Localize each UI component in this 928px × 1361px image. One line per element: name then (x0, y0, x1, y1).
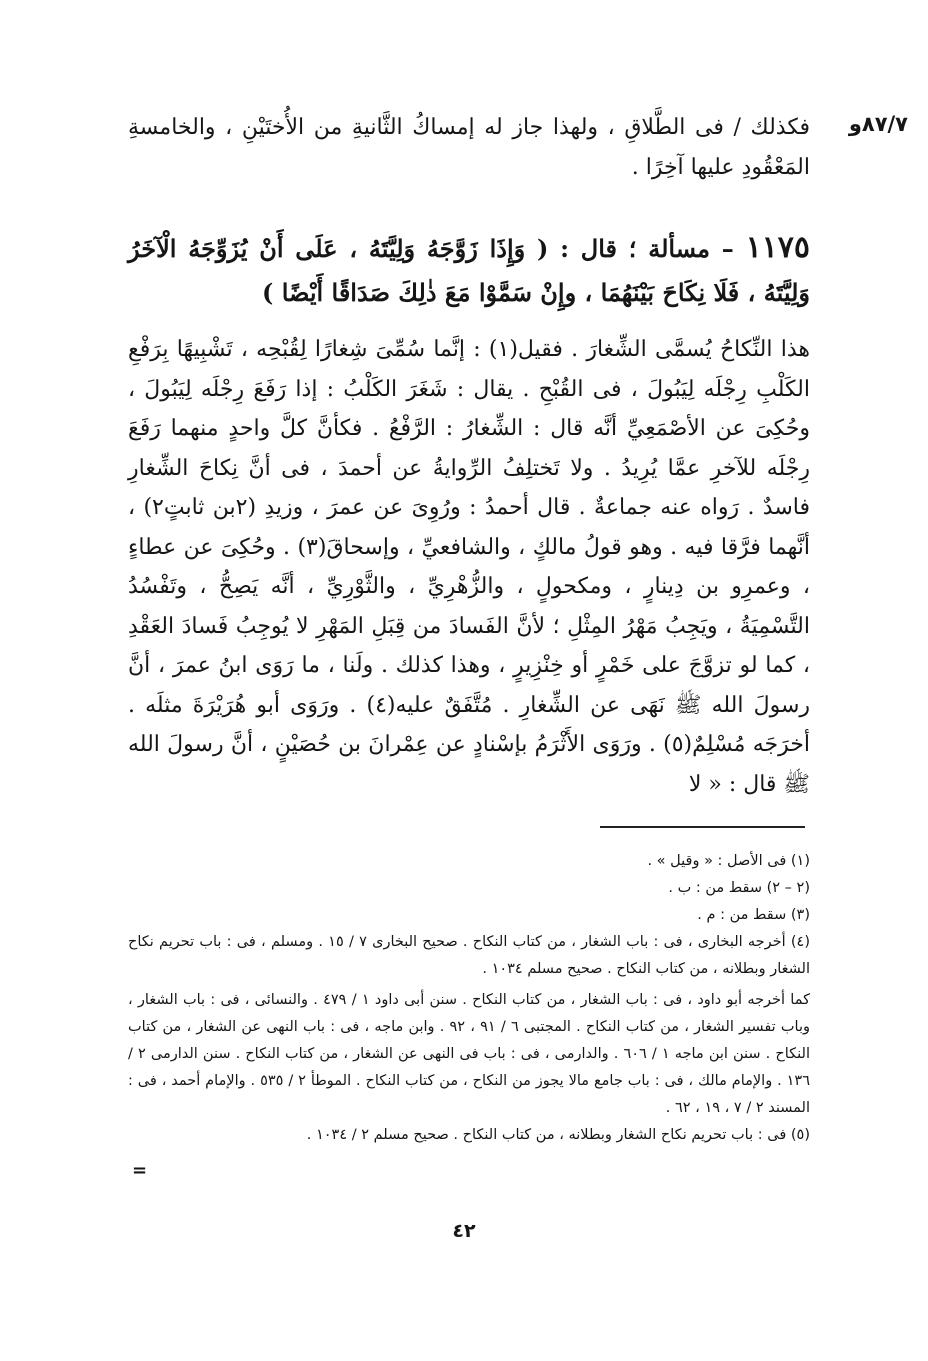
footnote-2: (٢ – ٢) سقط من : ب . (668, 880, 810, 896)
page-number: ٤٢ (452, 1220, 476, 1242)
footnotes-section (128, 848, 810, 1149)
footnote-4-continuation: كما أخرجه أبو داود ، فى : باب الشغار ، من كتاب النكاح . سنن أبى داود ١ / ٤٧٩ . والنسائى ، فى : باب الشغار ، وباب تفسير الشغار ، من كتاب النكاح . المجتبى ٦ / ٩١ ، ٩٢ . وابن ماجه ، فى : باب النهى عن الشغار ، من كتاب النكاح . سنن ابن ماجه ١ / ٦٠٦ . والدارمى ، فى : باب فى النهى عن الشغار ، من كتاب النكاح . سنن الدارمى ٢ / ١٣٦ . والإمام مالك ، فى : باب جامع مالا يجوز من النكاح ، من كتاب النكاح . الموطأ ٢ / ٥٣٥ . والإمام أحمد ، فى : المسند ٢ / ٧ ، ١٩ ، ٦٢ . (128, 992, 810, 1116)
issue-heading (128, 226, 810, 315)
footnote-separator (600, 826, 805, 828)
footnote-5: (٥) فى : باب تحريم نكاح الشغار وبطلانه ، من كتاب النكاح . صحيح مسلم ٢ / ١٠٣٤ . (306, 1127, 810, 1143)
intro-paragraph: فكذلك / فى الطَّلاقِ ، ولهذا جاز له إمساكُ الثَّانيةِ من الأُختَيْنِ ، والخامسةِ المَعْقُودِ عليها آخِرًا . (128, 115, 810, 180)
issue-number: ١١٧٥ (745, 230, 811, 265)
manuscript-folio-reference: ٨٧/٧و (848, 112, 908, 136)
footnote-1: (١) فى الأصل : « وقيل » . (647, 853, 810, 869)
footnote-continuation-mark: = (132, 1160, 148, 1181)
footnote-4: (٤) أخرجه البخارى ، فى : باب الشغار ، من كتاب النكاح . صحيح البخارى ٧ / ١٥ . ومسلم ، فى : باب تحريم نكاح الشغار وبطلانه ، من كتاب النكاح . صحيح مسلم ١٠٣٤ . (128, 934, 810, 977)
issue-text: – مسألة ؛ قال : ( وَإِذَا زَوَّجَهُ وَلِيَّتَهُ ، عَلَى أَنْ يُزَوِّجَهُ الْآخَرُ وَلِيَّتَهُ ، فَلَا نِكَاحَ بَيْنَهُمَا ، وإِنْ سَمَّوْا مَعَ ذٰلِكَ صَدَاقًا أَيْضًا ) (128, 234, 810, 307)
commentary-paragraph: هذا النِّكاحُ يُسمَّى الشِّغارَ . فقيل(١) : إنَّما سُمِّىَ شِغارًا لِقُبْحِه ، تَشْبِيهًا بِرَفْعِ الكَلْبِ رِجْلَه لِيَبُولَ ، فى القُبْحِ . يقال : شَغَرَ الكَلْبُ : إذا رَفَعَ رِجْلَه لِيَبُولَ ، وحُكِىَ عن الأصْمَعِيِّ أنَّه قال : الشِّغارُ : الرَّفْعُ . فكأنَّ كلَّ واحدٍ منهما رَفَعَ رِجْلَه للآخرِ عمَّا يُرِيدُ . ولا تَختلِفُ الرِّوايةُ عن أحمدَ ، فى أنَّ نِكاحَ الشِّغارِ فاسدٌ . رَواه عنه جماعةٌ . قال أحمدُ : ورُوِىَ عن عمرَ ، وزيدِ (٢بن ثابتٍ٢) ، أنَّهما فرَّقا فيه . وهو قولُ مالكٍ ، والشافعيِّ ، وإسحاقَ(٣) . وحُكِىَ عن عطاءٍ ، وعمرِو بن دِينارٍ ، ومكحولٍ ، والزُّهْرِيِّ ، والثَّوْرِيِّ ، أنَّه يَصِحُّ ، وتَفْسُدُ التَّسْمِيَةُ ، ويَجِبُ مَهْرُ المِثْلِ ؛ لأنَّ الفَسادَ من قِبَلِ المَهْرِ لا يُوجِبُ فَسادَ العَقْدِ ، كما لو تزوَّجَ على خَمْرٍ أو خِنْزِيرٍ ، وهذا كذلك . ولَنا ، ما رَوَى ابنُ عمرَ ، أنَّ رسولَ الله ﷺ نَهَى عن الشِّغارِ . مُتَّفَقٌ عليه(٤) . ورَوَى أبو هُرَيْرَةَ مثلَه . أخرَجَه مُسْلِمٌ(٥) . ورَوَى الأَثْرَمُ بإسْنادٍ عن عِمْرانَ بن حُصَيْنٍ ، أنَّ رسولَ الله ﷺ قال : « لا (128, 337, 811, 797)
footnote-3: (٣) سقط من : م . (697, 907, 810, 923)
